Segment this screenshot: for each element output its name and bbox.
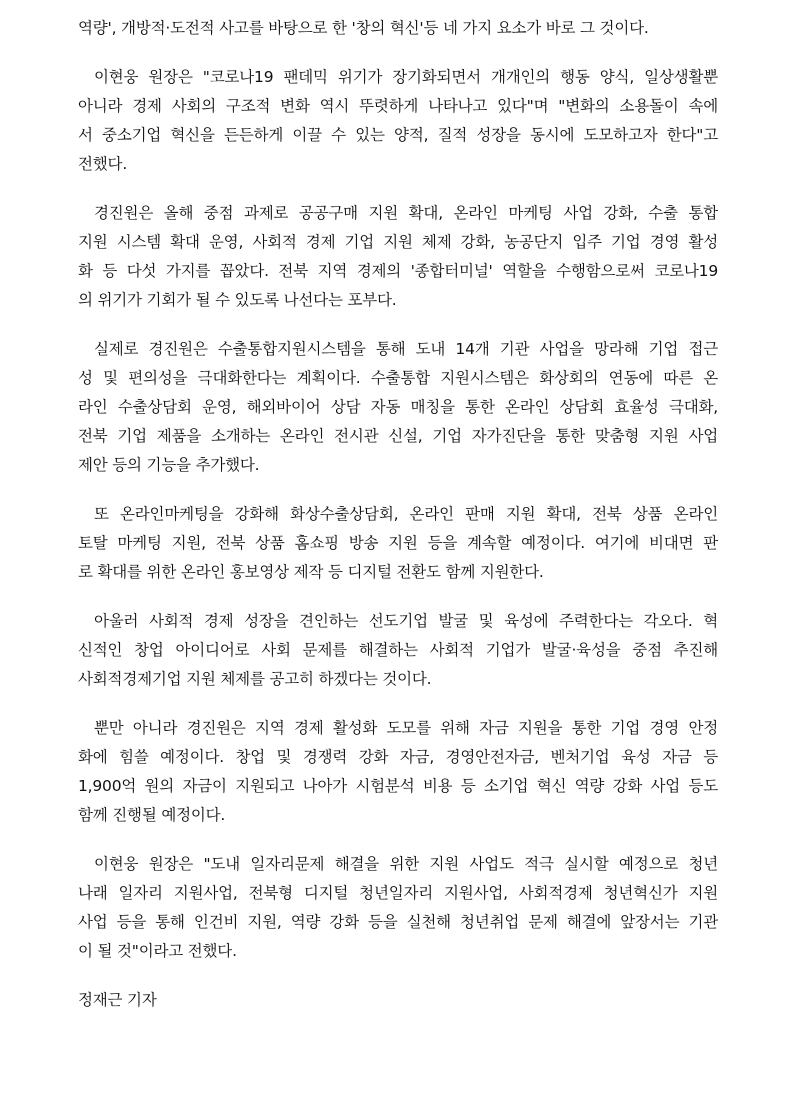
text-line: 서 중소기업 혁신을 든든하게 이끌 수 있는 양적, 질적 성장을 동시에 도모하고자 한다"고 [78, 126, 718, 144]
paragraph [78, 14, 718, 43]
text-line: 사회적경제기업 지원 체제를 공고히 하겠다는 것이다. [78, 670, 432, 688]
paragraph [78, 199, 718, 315]
text-line: 역량', 개방적·도전적 사고를 바탕으로 한 '창의 혁신'등 네 가지 요소가 바로 그 것이다. [78, 19, 649, 37]
text-line: 또 온라인마케팅을 강화해 화상수출상담회, 온라인 판매 지원 확대, 전북 상품 온라인 [94, 505, 718, 523]
text-line: 라인 수출상담회 운영, 해외바이어 상담 자동 매칭을 통한 온라인 상담회 효율성 극대화, [78, 398, 718, 416]
paragraph [78, 607, 718, 694]
text-line: 지원 시스템 확대 운영, 사회적 경제 기업 지원 체제 강화, 농공단지 입주 기업 경영 활성 [78, 233, 718, 251]
article-body [78, 14, 718, 1015]
text-line: 사업 등을 통해 인건비 지원, 역량 강화 등을 실천해 청년취업 문제 해결에 앞장서는 기관 [78, 913, 718, 931]
text-line: 성 및 편의성을 극대화한다는 계획이다. 수출통합 지원시스템은 화상회의 연동에 따른 온 [78, 369, 718, 387]
text-line: 나래 일자리 지원사업, 전북형 디지털 청년일자리 지원사업, 사회적경제 청년혁신가 지원 [78, 884, 718, 902]
text-line: 전했다. [78, 155, 128, 173]
text-line: 함께 진행될 예정이다. [78, 806, 226, 824]
text-line: 이현웅 원장은 "코로나19 팬데믹 위기가 장기화되면서 개개인의 행동 양식, 일상생활뿐 [94, 68, 718, 86]
paragraph [78, 63, 718, 179]
text-line: 로 확대를 위한 온라인 홍보영상 제작 등 디지털 전환도 함께 지원한다. [78, 563, 544, 581]
byline: 정재근 기자 [78, 991, 157, 1009]
text-line: 제안 등의 기능을 추가했다. [78, 456, 260, 474]
text-line: 경진원은 올해 중점 과제로 공공구매 지원 확대, 온라인 마케팅 사업 강화, 수출 통합 [94, 204, 718, 222]
text-line: 뿐만 아니라 경진원은 지역 경제 활성화 도모를 위해 자금 지원을 통한 기업 경영 안정 [94, 719, 718, 737]
text-line: 이 될 것"이라고 전했다. [78, 942, 237, 960]
paragraph [78, 335, 718, 480]
text-line: 전북 기업 제품을 소개하는 온라인 전시관 신설, 기업 자가진단을 통한 맞춤형 지원 사업 [78, 427, 718, 445]
text-line: 아니라 경제 사회의 구조적 변화 역시 뚜렷하게 나타나고 있다"며 "변화의 소용돌이 속에 [78, 97, 718, 115]
paragraph [78, 714, 718, 830]
text-line: 1,900억 원의 자금이 지원되고 나아가 시험분석 비용 등 소기업 혁신 역량 강화 사업 등도 [78, 777, 718, 795]
text-line: 의 위기가 기회가 될 수 있도록 나선다는 포부다. [78, 291, 397, 309]
text-line: 신적인 창업 아이디어로 사회 문제를 해결하는 사회적 기업가 발굴·육성을 중점 추진해 [78, 641, 718, 659]
text-line: 화 등 다섯 가지를 꼽았다. 전북 지역 경제의 '종합터미널' 역할을 수행함으로써 코로나19 [78, 262, 718, 280]
text-line: 토탈 마케팅 지원, 전북 상품 홈쇼핑 방송 지원 등을 계속할 예정이다. 여기에 비대면 판 [78, 534, 718, 552]
text-line: 아울러 사회적 경제 성장을 견인하는 선도기업 발굴 및 육성에 주력한다는 각오다. 혁 [94, 612, 718, 630]
text-line: 화에 힘쓸 예정이다. 창업 및 경쟁력 강화 자금, 경영안전자금, 벤처기업 육성 자금 등 [78, 748, 718, 766]
paragraph [78, 500, 718, 587]
paragraph [78, 850, 718, 966]
text-line: 이현웅 원장은 "도내 일자리문제 해결을 위한 지원 사업도 적극 실시할 예정으로 청년 [94, 855, 718, 873]
text-line: 실제로 경진원은 수출통합지원시스템을 통해 도내 14개 기관 사업을 망라해 기업 접근 [94, 340, 718, 358]
